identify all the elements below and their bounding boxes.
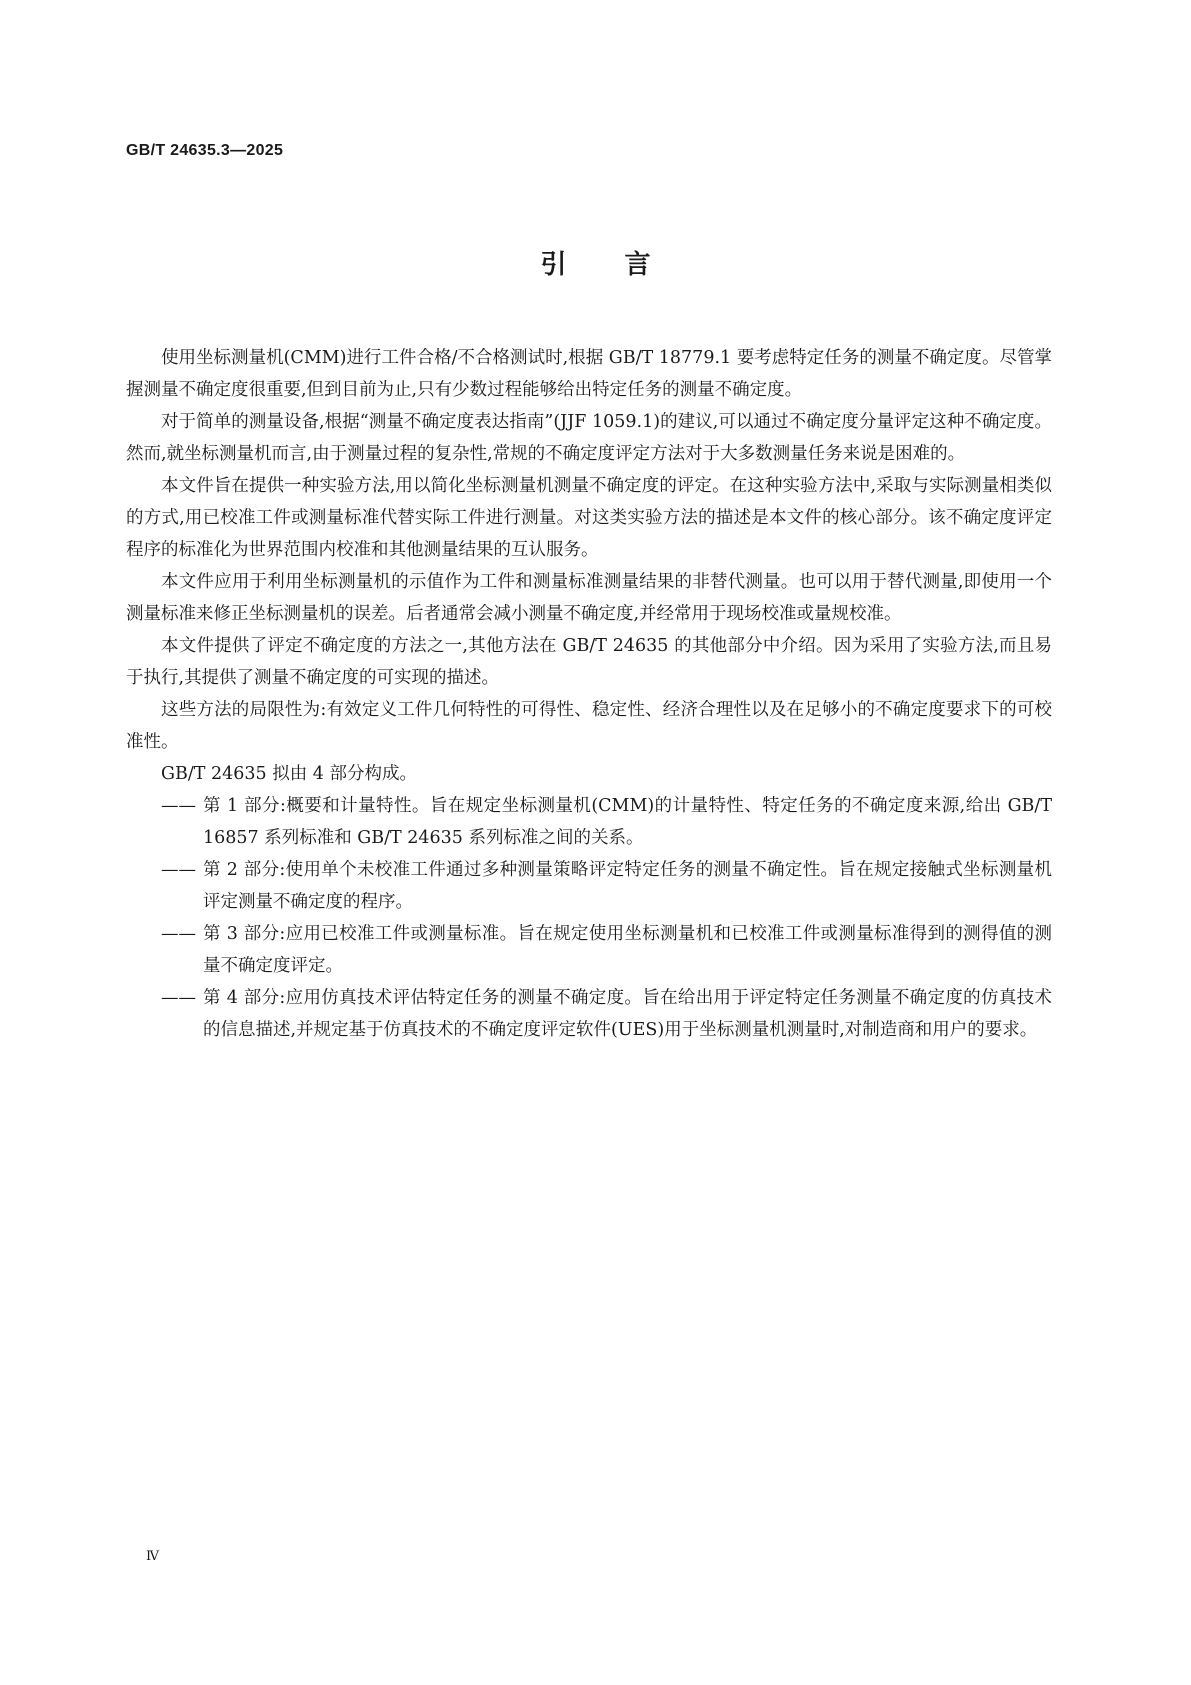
paragraph: GB/T 24635 拟由 4 部分构成。 <box>161 764 417 784</box>
paragraph: 本文件提供了评定不确定度的方法之一,其他方法在 GB/T 24635 的其他部分中介绍。因为采用了实验方法,而且易于执行,其提供了测量不确定度的可实现的描述。 <box>126 636 1052 688</box>
paragraph: 使用坐标测量机(CMM)进行工件合格/不合格测试时,根据 GB/T 18779.1 要考虑特定任务的测量不确定度。尽管掌握测量不确定度很重要,但到目前为止,只有少数过程能够给出特定任务的测量不确定度。 <box>126 348 1052 400</box>
list-item <box>126 790 1052 854</box>
page-number: Ⅳ <box>146 1549 159 1564</box>
list-item-text: 第 1 部分:概要和计量特性。旨在规定坐标测量机(CMM)的计量特性、特定任务的不确定度来源,给出 GB/T 16857 系列标准和 GB/T 24635 系列标准之间的关系。 <box>203 796 1052 848</box>
list-dash: —— <box>161 924 196 944</box>
paragraph: 本文件旨在提供一种实验方法,用以简化坐标测量机测量不确定度的评定。在这种实验方法中,采取与实际测量相类似的方式,用已校准工件或测量标准代替实际工件进行测量。对这类实验方法的描述是本文件的核心部分。该不确定度评定程序的标准化为世界范围内校准和其他测量结果的互认服务。 <box>126 476 1052 560</box>
list-dash: —— <box>161 988 196 1008</box>
document-body <box>126 342 1052 1046</box>
list-dash: —— <box>161 860 196 880</box>
list-item-text: 第 2 部分:使用单个未校准工件通过多种测量策略评定特定任务的测量不确定性。旨在规定接触式坐标测量机评定测量不确定度的程序。 <box>203 860 1052 912</box>
paragraph: 本文件应用于利用坐标测量机的示值作为工件和测量标准测量结果的非替代测量。也可以用于替代测量,即使用一个测量标准来修正坐标测量机的误差。后者通常会减小测量不确定度,并经常用于现场校准或量规校准。 <box>126 572 1052 624</box>
page-title: 引言 <box>540 250 709 280</box>
list-item <box>126 982 1052 1046</box>
paragraph: 这些方法的局限性为:有效定义工件几何特性的可得性、稳定性、经济合理性以及在足够小的不确定度要求下的可校准性。 <box>126 700 1052 752</box>
paragraph: 对于简单的测量设备,根据“测量不确定度表达指南”(JJF 1059.1)的建议,可以通过不确定度分量评定这种不确定度。然而,就坐标测量机而言,由于测量过程的复杂性,常规的不确定度评定方法对于大多数测量任务来说是困难的。 <box>126 412 1052 464</box>
list-dash: —— <box>161 796 196 816</box>
document-code: GB/T 24635.3—2025 <box>126 142 284 159</box>
list-item <box>126 854 1052 918</box>
list-item-text: 第 3 部分:应用已校准工件或测量标准。旨在规定使用坐标测量机和已校准工件或测量标准得到的测得值的测量不确定度评定。 <box>203 924 1052 976</box>
list-item <box>126 918 1052 982</box>
list-item-text: 第 4 部分:应用仿真技术评估特定任务的测量不确定度。旨在给出用于评定特定任务测量不确定度的仿真技术的信息描述,并规定基于仿真技术的不确定度评定软件(UES)用于坐标测量机测量时,对制造商和用户的要求。 <box>203 988 1052 1040</box>
